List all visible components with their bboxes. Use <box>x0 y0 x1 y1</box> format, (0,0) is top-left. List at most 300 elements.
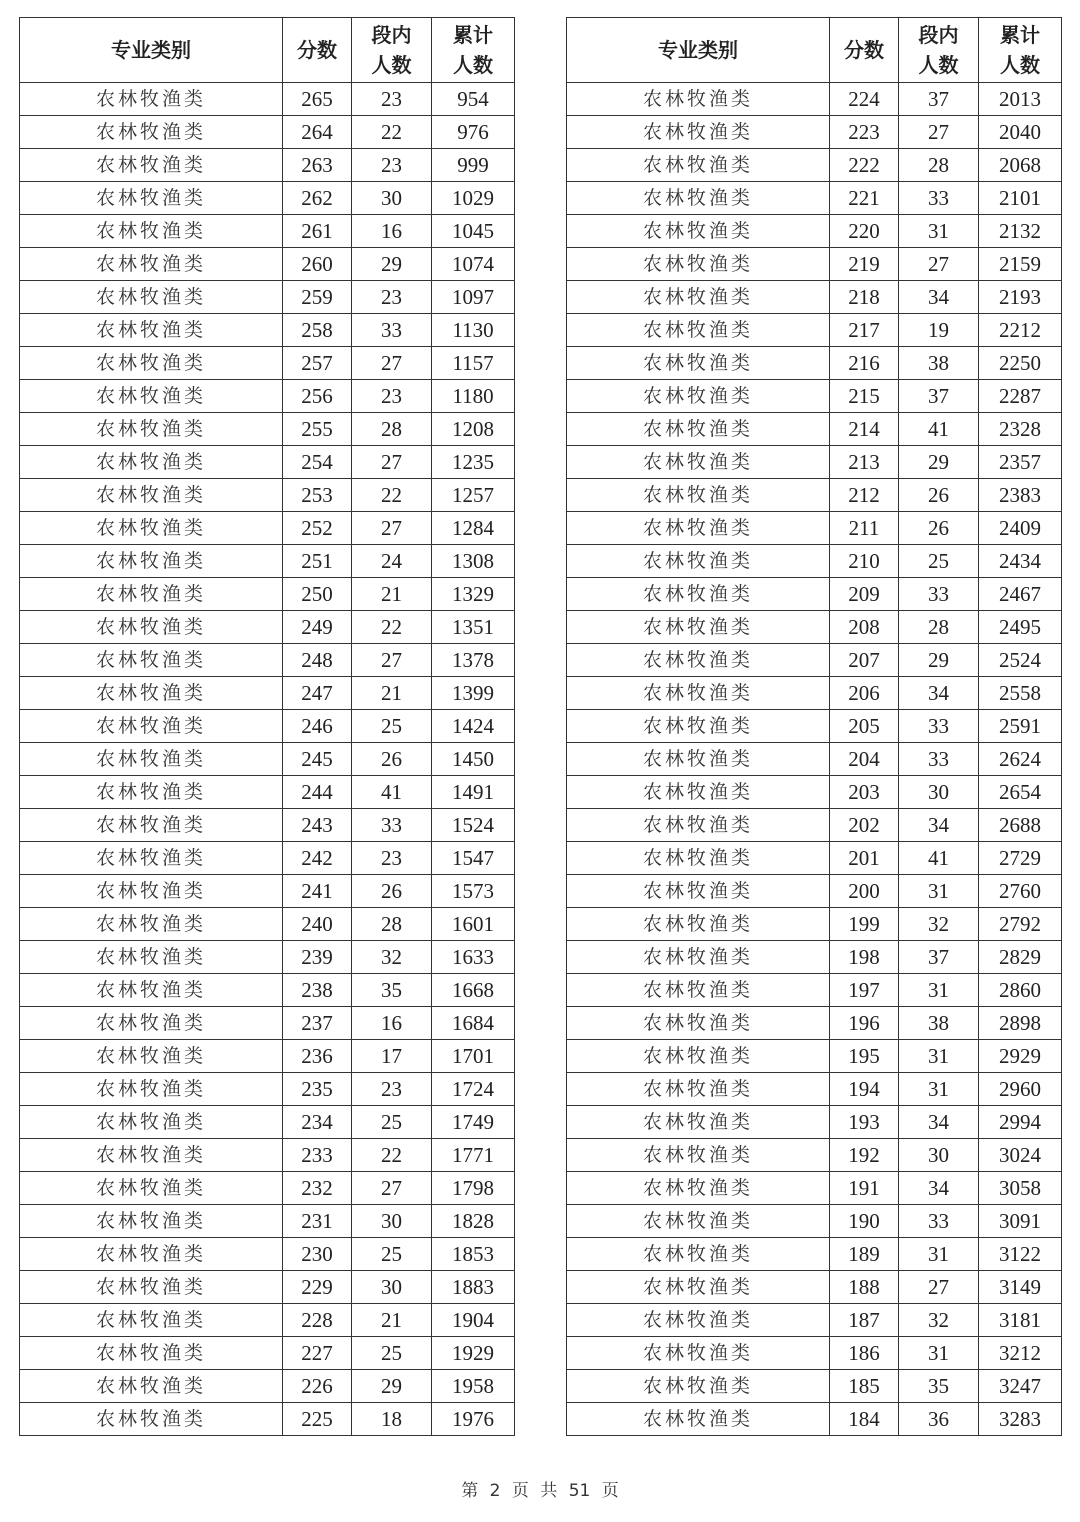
cell-category: 农林牧渔类 <box>20 875 283 908</box>
cell-category: 农林牧渔类 <box>20 479 283 512</box>
cell-count: 37 <box>899 83 979 116</box>
cell-count: 22 <box>352 479 432 512</box>
cell-score: 222 <box>830 149 899 182</box>
header-cumulative-label: 累计人数 <box>1000 23 1040 77</box>
cell-score: 252 <box>283 512 352 545</box>
cell-count: 35 <box>899 1370 979 1403</box>
table-row <box>20 1337 515 1370</box>
cell-category: 农林牧渔类 <box>20 512 283 545</box>
cell-score: 194 <box>830 1073 899 1106</box>
cell-score: 245 <box>283 743 352 776</box>
cell-score: 208 <box>830 611 899 644</box>
cell-count: 25 <box>352 1337 432 1370</box>
cell-cumulative: 2591 <box>979 710 1062 743</box>
cell-category: 农林牧渔类 <box>20 1040 283 1073</box>
cell-category: 农林牧渔类 <box>567 116 830 149</box>
cell-count: 33 <box>899 710 979 743</box>
cell-score: 225 <box>283 1403 352 1436</box>
cell-cumulative: 1976 <box>432 1403 515 1436</box>
cell-score: 261 <box>283 215 352 248</box>
cell-category: 农林牧渔类 <box>20 149 283 182</box>
cell-category: 农林牧渔类 <box>567 1139 830 1172</box>
cell-score: 227 <box>283 1337 352 1370</box>
cell-count: 27 <box>352 512 432 545</box>
cell-score: 191 <box>830 1172 899 1205</box>
cell-category: 农林牧渔类 <box>567 809 830 842</box>
cell-count: 35 <box>352 974 432 1007</box>
cell-count: 23 <box>352 281 432 314</box>
cell-cumulative: 1329 <box>432 578 515 611</box>
cell-cumulative: 2654 <box>979 776 1062 809</box>
table-row <box>20 347 515 380</box>
cell-score: 251 <box>283 545 352 578</box>
cell-score: 209 <box>830 578 899 611</box>
cell-score: 263 <box>283 149 352 182</box>
cell-category: 农林牧渔类 <box>20 908 283 941</box>
table-row <box>567 611 1062 644</box>
cell-category: 农林牧渔类 <box>20 545 283 578</box>
cell-score: 205 <box>830 710 899 743</box>
table-row <box>20 1403 515 1436</box>
table-row <box>20 1304 515 1337</box>
table-row <box>567 83 1062 116</box>
cell-category: 农林牧渔类 <box>20 314 283 347</box>
cell-category: 农林牧渔类 <box>20 1106 283 1139</box>
table-row <box>20 743 515 776</box>
cell-category: 农林牧渔类 <box>20 677 283 710</box>
header-cumulative-line2: 人数 <box>453 53 493 77</box>
cell-score: 239 <box>283 941 352 974</box>
cell-category: 农林牧渔类 <box>20 1007 283 1040</box>
cell-count: 37 <box>899 941 979 974</box>
header-cumulative-line1: 累计 <box>453 23 493 47</box>
table-row <box>567 1139 1062 1172</box>
table-header-row <box>20 18 515 83</box>
cell-count: 31 <box>899 1040 979 1073</box>
cell-count: 30 <box>352 1271 432 1304</box>
cell-score: 264 <box>283 116 352 149</box>
cell-category: 农林牧渔类 <box>20 1304 283 1337</box>
cell-category: 农林牧渔类 <box>567 842 830 875</box>
cell-category: 农林牧渔类 <box>20 974 283 1007</box>
cell-cumulative: 3091 <box>979 1205 1062 1238</box>
cell-cumulative: 2193 <box>979 281 1062 314</box>
cell-count: 23 <box>352 83 432 116</box>
cell-cumulative: 2467 <box>979 578 1062 611</box>
table-row <box>20 1040 515 1073</box>
cell-cumulative: 3058 <box>979 1172 1062 1205</box>
cell-category: 农林牧渔类 <box>567 1172 830 1205</box>
cell-cumulative: 2829 <box>979 941 1062 974</box>
cell-cumulative: 1684 <box>432 1007 515 1040</box>
cell-count: 27 <box>899 116 979 149</box>
cell-category: 农林牧渔类 <box>20 413 283 446</box>
cell-score: 190 <box>830 1205 899 1238</box>
cell-cumulative: 1958 <box>432 1370 515 1403</box>
table-row <box>20 116 515 149</box>
table-row <box>567 1205 1062 1238</box>
cell-count: 30 <box>352 182 432 215</box>
cell-cumulative: 1097 <box>432 281 515 314</box>
cell-category: 农林牧渔类 <box>567 347 830 380</box>
cell-cumulative: 2624 <box>979 743 1062 776</box>
table-row <box>567 1172 1062 1205</box>
table-row <box>567 875 1062 908</box>
table-row <box>20 182 515 215</box>
cell-score: 243 <box>283 809 352 842</box>
cell-score: 226 <box>283 1370 352 1403</box>
cell-count: 33 <box>352 314 432 347</box>
cell-score: 257 <box>283 347 352 380</box>
cell-count: 41 <box>352 776 432 809</box>
cell-count: 27 <box>899 248 979 281</box>
cell-count: 32 <box>899 1304 979 1337</box>
cell-cumulative: 2068 <box>979 149 1062 182</box>
cell-count: 31 <box>899 215 979 248</box>
cell-score: 248 <box>283 644 352 677</box>
table-row <box>567 809 1062 842</box>
cell-cumulative: 2495 <box>979 611 1062 644</box>
cell-score: 265 <box>283 83 352 116</box>
cell-score: 259 <box>283 281 352 314</box>
cell-score: 203 <box>830 776 899 809</box>
cell-score: 213 <box>830 446 899 479</box>
cell-count: 16 <box>352 1007 432 1040</box>
cell-cumulative: 1798 <box>432 1172 515 1205</box>
table-row <box>567 1073 1062 1106</box>
cell-category: 农林牧渔类 <box>567 479 830 512</box>
cell-count: 25 <box>899 545 979 578</box>
table-row <box>20 1205 515 1238</box>
table-row <box>567 248 1062 281</box>
cell-count: 29 <box>899 446 979 479</box>
cell-cumulative: 1351 <box>432 611 515 644</box>
cell-score: 204 <box>830 743 899 776</box>
cell-score: 240 <box>283 908 352 941</box>
cell-count: 33 <box>352 809 432 842</box>
cell-cumulative: 2383 <box>979 479 1062 512</box>
cell-score: 244 <box>283 776 352 809</box>
cell-score: 193 <box>830 1106 899 1139</box>
cell-count: 22 <box>352 116 432 149</box>
cell-cumulative: 2898 <box>979 1007 1062 1040</box>
cell-score: 232 <box>283 1172 352 1205</box>
cell-count: 38 <box>899 347 979 380</box>
cell-cumulative: 1524 <box>432 809 515 842</box>
table-row <box>567 281 1062 314</box>
table-row <box>20 644 515 677</box>
cell-count: 28 <box>352 908 432 941</box>
table-row <box>567 908 1062 941</box>
cell-score: 207 <box>830 644 899 677</box>
cell-count: 32 <box>899 908 979 941</box>
cell-score: 253 <box>283 479 352 512</box>
cell-category: 农林牧渔类 <box>20 1205 283 1238</box>
cell-count: 33 <box>899 743 979 776</box>
cell-category: 农林牧渔类 <box>20 1238 283 1271</box>
cell-cumulative: 2994 <box>979 1106 1062 1139</box>
cell-cumulative: 1157 <box>432 347 515 380</box>
cell-count: 31 <box>899 1238 979 1271</box>
cell-count: 21 <box>352 1304 432 1337</box>
cell-score: 229 <box>283 1271 352 1304</box>
table-row <box>20 1007 515 1040</box>
cell-count: 33 <box>899 578 979 611</box>
cell-count: 37 <box>899 380 979 413</box>
cell-score: 260 <box>283 248 352 281</box>
cell-cumulative: 2159 <box>979 248 1062 281</box>
table-row <box>567 413 1062 446</box>
cell-cumulative: 999 <box>432 149 515 182</box>
cell-score: 254 <box>283 446 352 479</box>
cell-score: 230 <box>283 1238 352 1271</box>
cell-cumulative: 2929 <box>979 1040 1062 1073</box>
table-row <box>20 677 515 710</box>
table-row <box>20 809 515 842</box>
cell-category: 农林牧渔类 <box>567 677 830 710</box>
cell-cumulative: 2434 <box>979 545 1062 578</box>
cell-score: 199 <box>830 908 899 941</box>
cell-category: 农林牧渔类 <box>20 248 283 281</box>
cell-cumulative: 2040 <box>979 116 1062 149</box>
header-count <box>899 18 979 83</box>
table-row <box>20 446 515 479</box>
cell-category: 农林牧渔类 <box>567 941 830 974</box>
table-row <box>567 1238 1062 1271</box>
table-row <box>20 710 515 743</box>
table-row <box>567 512 1062 545</box>
cell-count: 31 <box>899 974 979 1007</box>
cell-cumulative: 1045 <box>432 215 515 248</box>
cell-count: 34 <box>899 1106 979 1139</box>
cell-category: 农林牧渔类 <box>567 908 830 941</box>
table-row <box>20 215 515 248</box>
table-row <box>567 677 1062 710</box>
cell-score: 256 <box>283 380 352 413</box>
cell-count: 29 <box>899 644 979 677</box>
cell-score: 233 <box>283 1139 352 1172</box>
cell-category: 农林牧渔类 <box>20 1370 283 1403</box>
cell-cumulative: 2101 <box>979 182 1062 215</box>
table-row <box>567 776 1062 809</box>
cell-count: 23 <box>352 1073 432 1106</box>
cell-category: 农林牧渔类 <box>20 611 283 644</box>
cell-cumulative: 1130 <box>432 314 515 347</box>
header-cumulative <box>432 18 515 83</box>
table-row <box>567 941 1062 974</box>
cell-count: 21 <box>352 578 432 611</box>
cell-score: 242 <box>283 842 352 875</box>
cell-count: 38 <box>899 1007 979 1040</box>
cell-cumulative: 1308 <box>432 545 515 578</box>
cell-score: 249 <box>283 611 352 644</box>
cell-category: 农林牧渔类 <box>567 1403 830 1436</box>
cell-category: 农林牧渔类 <box>567 281 830 314</box>
cell-count: 27 <box>352 1172 432 1205</box>
cell-cumulative: 1929 <box>432 1337 515 1370</box>
cell-cumulative: 1491 <box>432 776 515 809</box>
table-row <box>20 908 515 941</box>
cell-cumulative: 2524 <box>979 644 1062 677</box>
cell-cumulative: 954 <box>432 83 515 116</box>
cell-score: 215 <box>830 380 899 413</box>
table-row <box>20 248 515 281</box>
cell-cumulative: 1208 <box>432 413 515 446</box>
cell-score: 210 <box>830 545 899 578</box>
cell-cumulative: 2328 <box>979 413 1062 446</box>
cell-cumulative: 2250 <box>979 347 1062 380</box>
cell-count: 31 <box>899 875 979 908</box>
cell-count: 21 <box>352 677 432 710</box>
cell-cumulative: 1633 <box>432 941 515 974</box>
cell-score: 255 <box>283 413 352 446</box>
cell-category: 农林牧渔类 <box>20 941 283 974</box>
cell-score: 228 <box>283 1304 352 1337</box>
cell-cumulative: 1180 <box>432 380 515 413</box>
table-row <box>567 1106 1062 1139</box>
cell-count: 33 <box>899 1205 979 1238</box>
table-row <box>567 149 1062 182</box>
header-score: 分数 <box>830 18 899 83</box>
cell-score: 220 <box>830 215 899 248</box>
table-row <box>20 974 515 1007</box>
cell-count: 27 <box>352 347 432 380</box>
cell-score: 195 <box>830 1040 899 1073</box>
cell-count: 22 <box>352 611 432 644</box>
table-row <box>20 281 515 314</box>
cell-count: 29 <box>352 248 432 281</box>
table-row <box>567 1337 1062 1370</box>
table-row <box>567 1370 1062 1403</box>
cell-category: 农林牧渔类 <box>567 1040 830 1073</box>
cell-score: 186 <box>830 1337 899 1370</box>
table-row <box>20 1106 515 1139</box>
table-row <box>20 1370 515 1403</box>
cell-score: 262 <box>283 182 352 215</box>
header-category: 专业类别 <box>567 18 830 83</box>
table-row <box>567 743 1062 776</box>
cell-category: 农林牧渔类 <box>20 1172 283 1205</box>
cell-cumulative: 1235 <box>432 446 515 479</box>
cell-cumulative: 3149 <box>979 1271 1062 1304</box>
table-row <box>20 413 515 446</box>
cell-category: 农林牧渔类 <box>20 1403 283 1436</box>
table-row <box>567 380 1062 413</box>
cell-cumulative: 2558 <box>979 677 1062 710</box>
cell-cumulative: 1547 <box>432 842 515 875</box>
cell-score: 221 <box>830 182 899 215</box>
cell-score: 238 <box>283 974 352 1007</box>
cell-cumulative: 1668 <box>432 974 515 1007</box>
cell-score: 197 <box>830 974 899 1007</box>
cell-cumulative: 2760 <box>979 875 1062 908</box>
cell-category: 农林牧渔类 <box>20 347 283 380</box>
table-row <box>20 83 515 116</box>
table-row <box>20 1073 515 1106</box>
cell-cumulative: 1883 <box>432 1271 515 1304</box>
cell-cumulative: 1828 <box>432 1205 515 1238</box>
cell-category: 农林牧渔类 <box>20 578 283 611</box>
cell-category: 农林牧渔类 <box>20 743 283 776</box>
cell-count: 34 <box>899 1172 979 1205</box>
cell-category: 农林牧渔类 <box>567 611 830 644</box>
cell-score: 258 <box>283 314 352 347</box>
cell-count: 30 <box>899 776 979 809</box>
header-count <box>352 18 432 83</box>
cell-count: 29 <box>352 1370 432 1403</box>
table-row <box>20 1139 515 1172</box>
cell-score: 247 <box>283 677 352 710</box>
cell-category: 农林牧渔类 <box>20 644 283 677</box>
header-category: 专业类别 <box>20 18 283 83</box>
cell-count: 28 <box>899 611 979 644</box>
table-row <box>567 116 1062 149</box>
cell-category: 农林牧渔类 <box>20 182 283 215</box>
cell-count: 25 <box>352 1238 432 1271</box>
table-row <box>20 842 515 875</box>
table-row <box>20 941 515 974</box>
cell-cumulative: 1601 <box>432 908 515 941</box>
cell-category: 农林牧渔类 <box>567 974 830 1007</box>
cell-count: 31 <box>899 1337 979 1370</box>
cell-score: 187 <box>830 1304 899 1337</box>
cell-count: 17 <box>352 1040 432 1073</box>
cell-category: 农林牧渔类 <box>567 215 830 248</box>
cell-category: 农林牧渔类 <box>567 1370 830 1403</box>
cell-category: 农林牧渔类 <box>567 1304 830 1337</box>
table-row <box>20 1238 515 1271</box>
cell-score: 223 <box>830 116 899 149</box>
cell-category: 农林牧渔类 <box>567 446 830 479</box>
cell-category: 农林牧渔类 <box>567 1238 830 1271</box>
cell-count: 26 <box>352 743 432 776</box>
cell-count: 28 <box>899 149 979 182</box>
table-row <box>567 1271 1062 1304</box>
cell-count: 30 <box>352 1205 432 1238</box>
cell-category: 农林牧渔类 <box>567 314 830 347</box>
cell-score: 196 <box>830 1007 899 1040</box>
cell-cumulative: 2212 <box>979 314 1062 347</box>
cell-cumulative: 1284 <box>432 512 515 545</box>
cell-category: 农林牧渔类 <box>567 1106 830 1139</box>
cell-score: 198 <box>830 941 899 974</box>
header-score: 分数 <box>283 18 352 83</box>
table-row <box>567 545 1062 578</box>
table-row <box>20 875 515 908</box>
cell-category: 农林牧渔类 <box>20 1073 283 1106</box>
cell-cumulative: 1771 <box>432 1139 515 1172</box>
cell-count: 30 <box>899 1139 979 1172</box>
table-row <box>567 842 1062 875</box>
cell-score: 235 <box>283 1073 352 1106</box>
cell-count: 41 <box>899 413 979 446</box>
page-footer: 第 2 页 共 51 页 <box>461 1481 619 1501</box>
cell-cumulative: 1701 <box>432 1040 515 1073</box>
cell-cumulative: 3212 <box>979 1337 1062 1370</box>
cell-cumulative: 3247 <box>979 1370 1062 1403</box>
cell-count: 34 <box>899 809 979 842</box>
cell-category: 农林牧渔类 <box>567 776 830 809</box>
cell-score: 202 <box>830 809 899 842</box>
cell-cumulative: 1029 <box>432 182 515 215</box>
cell-score: 192 <box>830 1139 899 1172</box>
cell-cumulative: 1450 <box>432 743 515 776</box>
cell-cumulative: 2357 <box>979 446 1062 479</box>
cell-count: 23 <box>352 380 432 413</box>
table-row <box>20 512 515 545</box>
cell-count: 34 <box>899 281 979 314</box>
cell-count: 36 <box>899 1403 979 1436</box>
